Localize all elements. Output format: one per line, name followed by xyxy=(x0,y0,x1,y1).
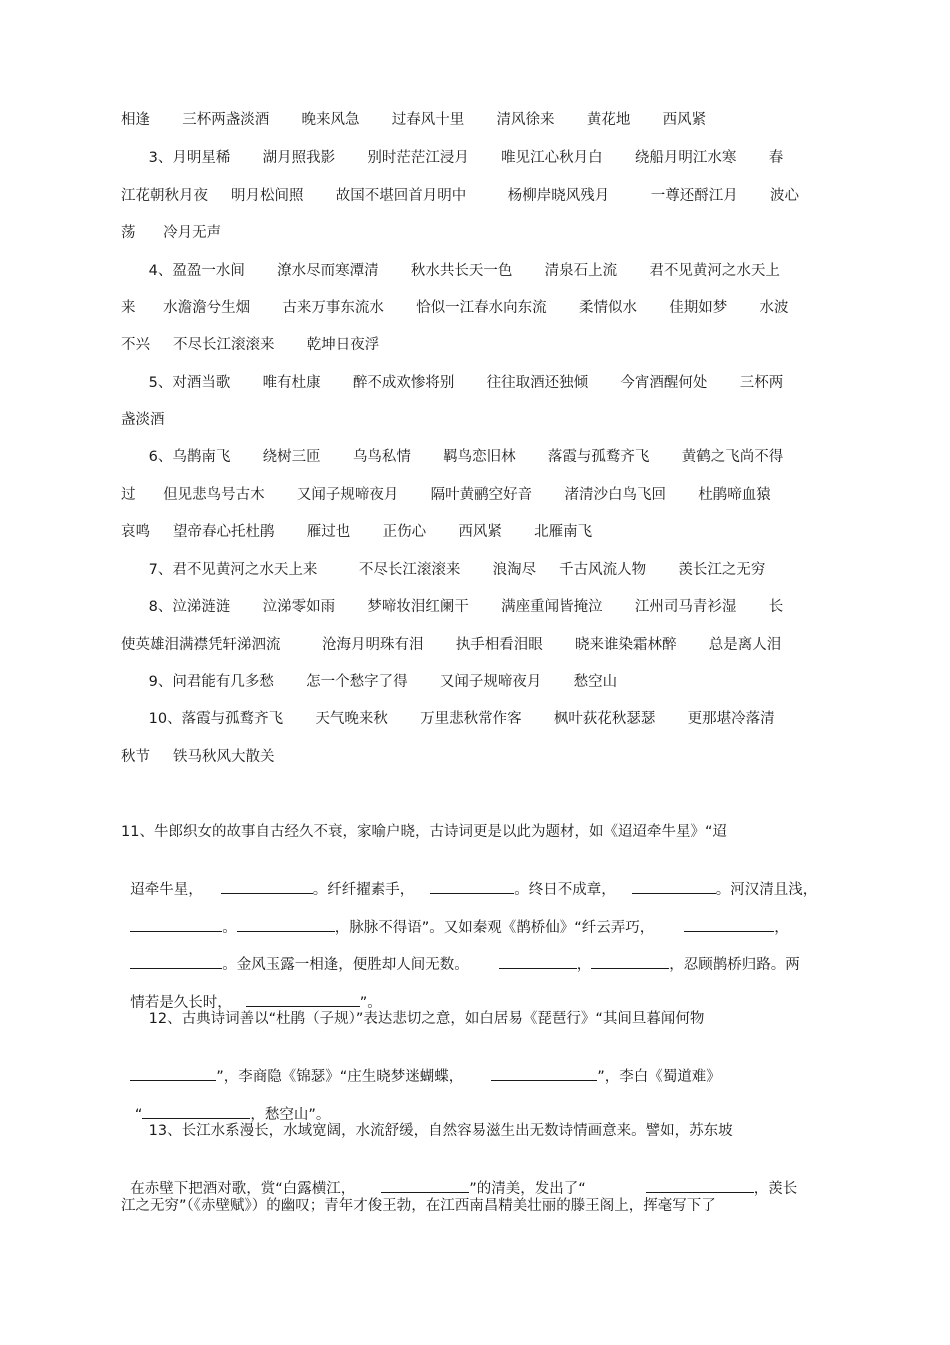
q11-line-2 xyxy=(121,859,817,900)
text-line: 盏淡酒 xyxy=(121,412,165,428)
q12-line-1: 12、古典诗词善以“杜鹃（子规）”表达悲切之意，如白居易《琵琶行》“其间旦暮闻何物 xyxy=(121,1011,705,1027)
q13-line-2 xyxy=(121,1158,797,1199)
q11-text: ，脉脉不得语”。又如秦观《鹊桥仙》“纤云弄巧， xyxy=(334,920,655,936)
q12-line-3 xyxy=(121,1084,330,1125)
answer-blank[interactable] xyxy=(130,1066,216,1081)
q11-text: ， xyxy=(774,920,789,936)
q13-text: 在赤壁下把酒对歌，赏“白露横江， xyxy=(130,1181,356,1197)
answer-blank[interactable] xyxy=(237,917,335,932)
text-line: 相逢 三杯两盏淡酒 晚来风急 过春风十里 清风徐来 黄花地 西风紧 xyxy=(121,112,707,128)
answer-blank[interactable] xyxy=(130,917,222,932)
text-line: 过 但见悲鸟号古木 又闻子规啼夜月 隔叶黄鹂空好音 渚清沙白鸟飞回 杜鹃啼血猿 xyxy=(121,487,771,503)
q11-text: 情若是久长时， xyxy=(130,995,232,1011)
text-line: 来 水澹澹兮生烟 古来万事东流水 恰似一江春水向东流 柔情似水 佳期如梦 水波 xyxy=(121,300,789,316)
q11-text: 。金风玉露一相逢，便胜却人间无数。 xyxy=(222,957,469,973)
answer-blank[interactable] xyxy=(646,1178,754,1193)
q13-text: ，羡长 xyxy=(753,1181,798,1197)
q13-line-1: 13、长江水系漫长，水域宽阔，水流舒缓，自然容易滋生出无数诗情画意来。譬如，苏东坡 xyxy=(121,1123,733,1139)
answer-blank[interactable] xyxy=(130,954,222,969)
answer-blank[interactable] xyxy=(246,992,360,1007)
answer-blank[interactable] xyxy=(499,954,577,969)
q12-text: ”，李白《蜀道难》 xyxy=(597,1069,721,1085)
text-line: 江花朝秋月夜 明月松间照 故国不堪回首月明中 杨柳岸晓风残月 一尊还酹江月 波心 xyxy=(121,188,800,204)
text-line: 哀鸣 望帝春心托杜鹃 雁过也 正伤心 西风紧 北雁南飞 xyxy=(121,524,593,540)
text-line: 不兴 不尽长江滚滚来 乾坤日夜浮 xyxy=(121,337,380,353)
answer-blank[interactable] xyxy=(491,1066,597,1081)
text-line: 4、盈盈一水间 潦水尽而寒潭清 秋水共长天一色 清泉石上流 君不见黄河之水天上 xyxy=(121,263,780,279)
q11-text: 。河汉清且浅， xyxy=(715,882,818,898)
text-line: 10、落霞与孤鹜齐飞 天气晚来秋 万里悲秋常作客 枫叶荻花秋瑟瑟 更那堪冷落清 xyxy=(121,711,775,727)
text-line: 5、对酒当歌 唯有杜康 醉不成欢惨将别 往往取酒还独倾 今宵酒醒何处 三杯两 xyxy=(121,375,784,391)
q11-text: ，忍顾鹊桥归路。两 xyxy=(669,957,800,973)
q11-text: ”。 xyxy=(359,995,382,1011)
q11-text: 。终日不成章， xyxy=(514,882,616,898)
text-line: 8、泣涕涟涟 泣涕零如雨 梦啼妆泪红阑干 满座重闻皆掩泣 江州司马青衫湿 长 xyxy=(121,599,784,615)
q13-text: ”的清美，发出了“ xyxy=(469,1181,586,1197)
text-line: 7、君不见黄河之水天上来 不尽长江滚滚来 浪淘尽 千古风流人物 羡长江之无穷 xyxy=(121,562,766,578)
text-line: 使英雄泪满襟凭轩涕泗流 沧海月明珠有泪 执手相看泪眼 晓来谁染霜林醉 总是离人泪 xyxy=(121,637,782,653)
q13-line-3: 江之无穷”（《赤壁赋》）的幽叹；青年才俊王勃，在江西南昌精美壮丽的滕王阁上，挥毫写下了 xyxy=(121,1198,716,1214)
q11-line-4 xyxy=(121,934,800,975)
q11-text: 迢牵牛星， xyxy=(130,882,203,898)
answer-blank[interactable] xyxy=(142,1104,250,1119)
q12-text: “ xyxy=(130,1107,143,1123)
q11-line-3 xyxy=(121,897,789,938)
answer-blank[interactable] xyxy=(632,879,716,894)
q11-text: 。纤纤擢素手， xyxy=(312,882,415,898)
q11-line-5 xyxy=(121,972,382,1013)
q11-line-1: 11、牛郎织女的故事自古经久不衰，家喻户晓，古诗词更是以此为题材，如《迢迢牵牛星》“迢 xyxy=(121,824,727,840)
text-line: 9、问君能有几多愁 怎一个愁字了得 又闻子规啼夜月 愁空山 xyxy=(121,674,618,690)
answer-blank[interactable] xyxy=(221,879,313,894)
q12-text: ”，李商隐《锦瑟》“庄生晓梦迷蝴蝶， xyxy=(216,1069,464,1085)
answer-blank[interactable] xyxy=(684,917,774,932)
answer-blank[interactable] xyxy=(591,954,669,969)
q11-text: ， xyxy=(576,957,592,973)
answer-blank[interactable] xyxy=(381,1178,469,1193)
q12-text: ，愁空山”。 xyxy=(250,1107,331,1123)
text-line: 秋节 铁马秋风大散关 xyxy=(121,749,275,765)
text-line: 6、乌鹊南飞 绕树三匝 乌鸟私情 羁鸟恋旧林 落霞与孤鹜齐飞 黄鹤之飞尚不得 xyxy=(121,449,784,465)
q11-text: 。 xyxy=(222,920,237,936)
text-line: 3、月明星稀 湖月照我影 别时茫茫江浸月 唯见江心秋月白 绕船月明江水寒 春 xyxy=(121,150,784,166)
q12-line-2 xyxy=(121,1046,721,1087)
answer-blank[interactable] xyxy=(430,879,514,894)
text-line: 荡 冷月无声 xyxy=(121,225,222,241)
